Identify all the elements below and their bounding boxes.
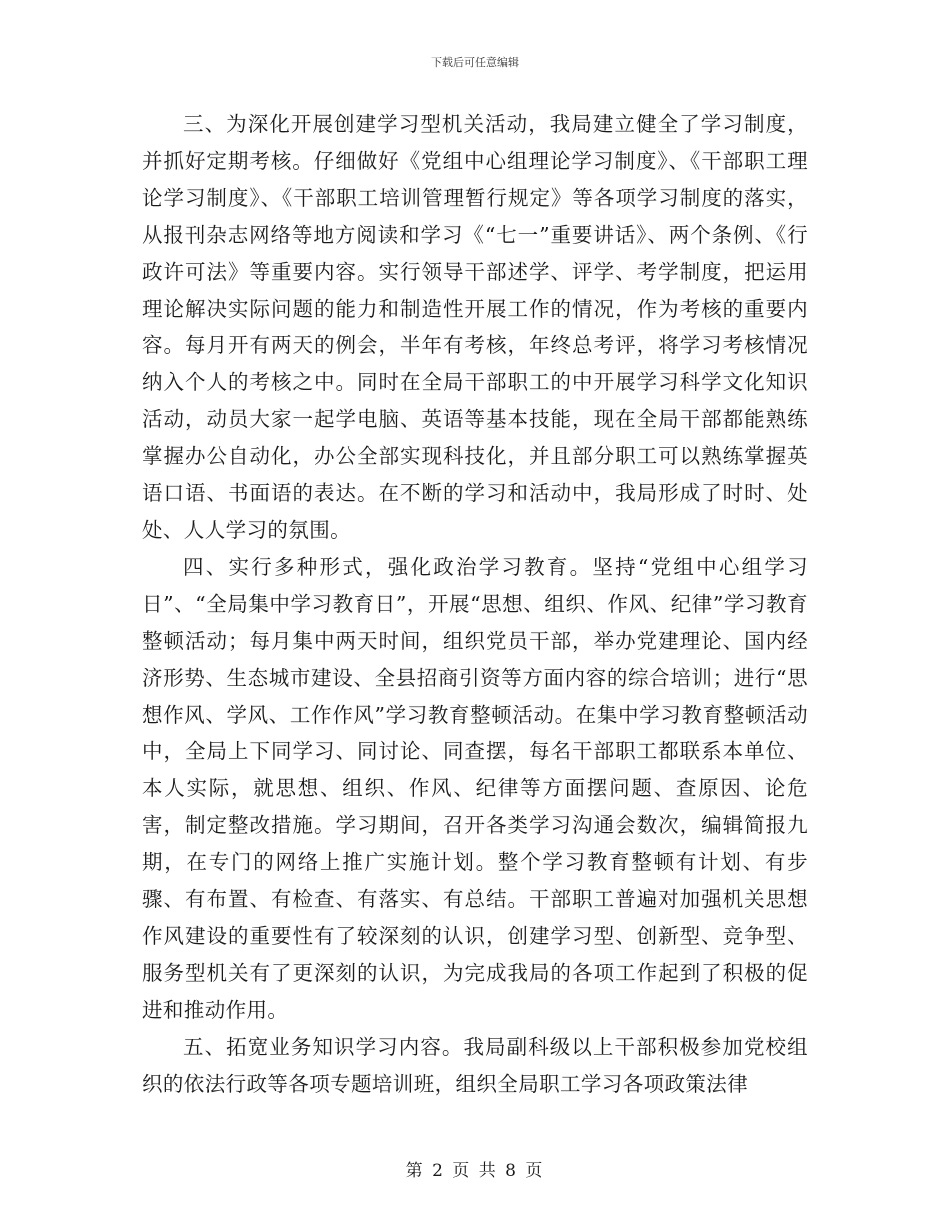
- document-body: [142, 106, 808, 1102]
- paragraph-section-3: 三、为深化开展创建学习型机关活动，我局建立健全了学习制度，并抓好定期考核。仔细做好《党组中心组理论学习制度》、《干部职工理论学习制度》、《干部职工培训管理暂行规定》等各项学习制度的落实，从报刊杂志网络等地方阅读和学习《“七一”重要讲话》、两个条例、《行政许可法》等重要内容。实行领导干部述学、评学、考学制度，把运用理论解决实际问题的能力和制造性开展工作的情况，作为考核的重要内容。每月开有两天的例会，半年有考核，年终总考评，将学习考核情况纳入个人的考核之中。同时在全局干部职工的中开展学习科学文化知识活动，动员大家一起学电脑、英语等基本技能，现在全局干部都能熟练掌握办公自动化，办公全部实现科技化，并且部分职工可以熟练掌握英语口语、书面语的表达。在不断的学习和活动中，我局形成了时时、处处、人人学习的氛围。: [142, 112, 808, 542]
- page-header: 下载后可任意编辑: [431, 56, 519, 69]
- paragraph-section-4: 四、实行多种形式，强化政治学习教育。坚持“党组中心组学习日”、“全局集中学习教育日”，开展“思想、组织、作风、纪律”学习教育整顿活动；每月集中两天时间，组织党员干部，举办党建理论、国内经济形势、生态城市建设、全县招商引资等方面内容的综合培训；进行“思想作风、学风、工作作风”学习教育整顿活动。在集中学习教育整顿活动中，全局上下同学习、同讨论、同查摆，每名干部职工都联系本单位、本人实际，就思想、组织、作风、纪律等方面摆问题、查原因、论危害，制定整改措施。学习期间，召开各类学习沟通会数次，编辑简报九期，在专门的网络上推广实施计划。整个学习教育整顿有计划、有步骤、有布置、有检查、有落实、有总结。干部职工普遍对加强机关思想作风建设的重要性有了较深刻的认识，创建学习型、创新型、竞争型、服务型机关有了更深刻的认识，为完成我局的各项工作起到了积极的促进和推动作用。: [142, 554, 808, 1022]
- page-number: 第 2 页 共 8 页: [405, 1161, 545, 1181]
- paragraph-section-5: 五、拓宽业务知识学习内容。我局副科级以上干部积极参加党校组织的依法行政等各项专题培训班，组织全局职工学习各项政策法律: [142, 1034, 808, 1096]
